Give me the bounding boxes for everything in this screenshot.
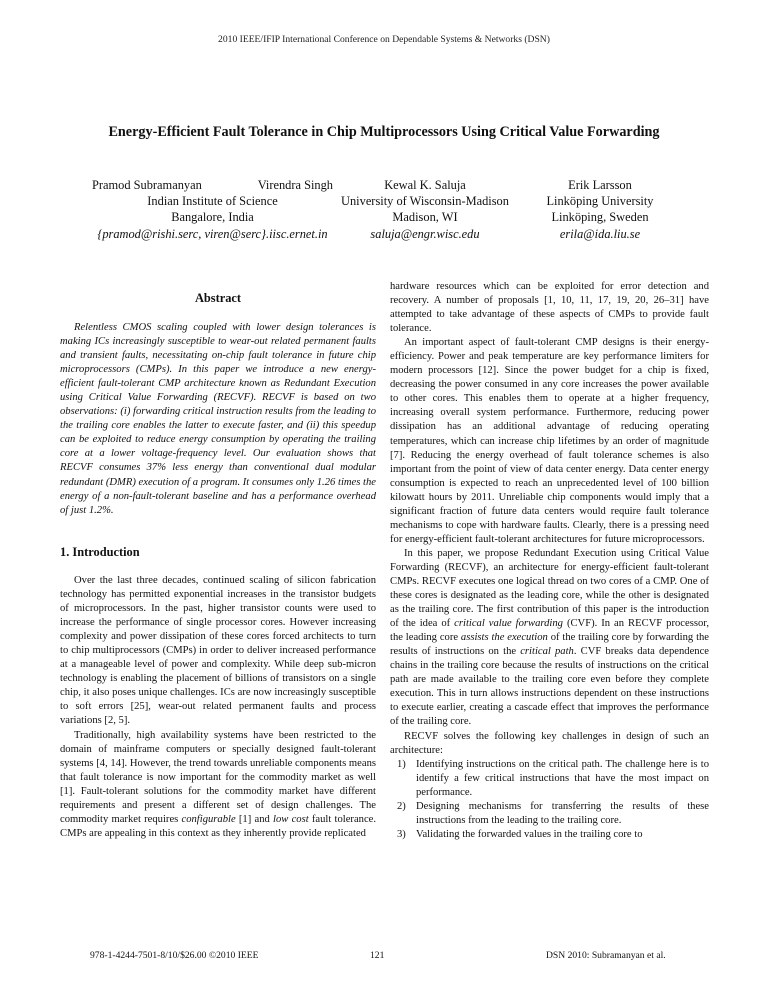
paragraph: Traditionally, high availability systems have been restricted to the domain of mainframe computers or specially designed fault-tolerant systems [4, 14]. However, the trend towards unreliable components means that fault tolerance is now important for the commodity market as well [1]. Fault-tolerant solutions for the commodity market have different requirements and present a different set of design challenges. The commodity market requires configurable [1] and low cost fault tolerance. CMPs are appealing in this context as they inherently provide replicated <box>60 729 377 839</box>
abstract-text: Relentless CMOS scaling coupled with lower design tolerances is making ICs increasingly susceptible to wear-out related permanent faults and transient faults, necessitating on-chip fault tolerance in future chip microprocessors (CMPs). In this paper we introduce a new energy-efficient fault-tolerant CMP architecture known as Redundant Execution using Critical Value Forwarding (RECVF). RECVF is based on two observations: (i) forwarding critical instruction results from the leading to the trailing core enables the latter to execute faster, and (ii) this speedup can be exploited to reduce energy consumption by operating the trailing core at a lower voltage-frequency level. Our evaluation shows that RECVF consumes 37% less energy than conventional dual modular redundant (DMR) execution of a program. It consumes only 1.26 times the energy of a non-fault-tolerant baseline and has a performance overhead of just 1.2%. <box>60 322 376 516</box>
author-name: Kewal K. Saluja <box>384 178 466 192</box>
footer-isbn: 978-1-4244-7501-8/10/$26.00 ©2010 IEEE <box>90 950 259 961</box>
author-affiliation: Linköping University <box>546 194 654 209</box>
page-number: 121 <box>370 950 385 961</box>
author-block-1 <box>70 177 355 242</box>
author-affiliation: University of Wisconsin-Madison <box>341 194 509 209</box>
author-block-2 <box>317 177 533 242</box>
author-email: {pramod@rishi.serc, viren@serc}.iisc.ernet.in <box>97 226 328 241</box>
author-affiliation: Indian Institute of Science <box>147 194 278 209</box>
author-email: erila@ida.liu.se <box>559 226 641 241</box>
challenge-list <box>390 758 709 842</box>
author-location: Bangalore, India <box>171 210 254 225</box>
list-item: 2) Designing mechanisms for transferring the results of these instructions from the leading to the trailing core. <box>397 800 709 826</box>
paragraph: In this paper, we propose Redundant Execution using Critical Value Forwarding (RECVF), an architecture for energy-efficient fault-tolerant CMPs. RECVF executes one logical thread on two cores of a CMP. One of these cores is designated as the leading core, while the other is designated as the trailing core. The first contribution of this paper is the introduction of the idea of critical value forwarding (CVF). In an RECVF processor, the leading core assists the execution of the trailing core by forwarding the results of instructions on the critical path. CVF breaks data dependence chains in the trailing core because the results of instructions on the critical path are made available to the trailing core even before they complete execution. This in turn allows instructions dependent on these instructions to execute earlier, creating a cascade effect that improves the performance of the trailing core. <box>390 547 710 728</box>
running-footer: DSN 2010: Subramanyan et al. <box>546 950 666 961</box>
right-column <box>390 280 709 842</box>
author-location: Linköping, Sweden <box>551 210 649 225</box>
introduction-body <box>60 574 376 841</box>
abstract-heading: Abstract <box>194 291 242 305</box>
abstract-body <box>60 321 376 518</box>
section-heading-introduction: 1. Introduction <box>60 545 140 559</box>
author-name: Erik Larsson <box>568 178 632 192</box>
paragraph: hardware resources which can be exploited for error detection and recovery. A number of proposals [1, 10, 11, 17, 19, 20, 26–31] have attempted to take advantage of these aspects of CMPs to provide fault tolerance. <box>390 281 709 335</box>
author-name: Pramod Subramanyan <box>92 178 202 192</box>
author-name: Virendra Singh <box>257 178 333 192</box>
conference-header: 2010 IEEE/IFIP International Conference on Dependable Systems & Networks (DSN) <box>218 34 550 45</box>
paper-title: Energy-Efficient Fault Tolerance in Chip Multiprocessors Using Critical Value Forwarding <box>108 124 660 140</box>
author-location: Madison, WI <box>392 210 458 225</box>
author-email: saluja@engr.wisc.edu <box>370 226 480 241</box>
paragraph: An important aspect of fault-tolerant CMP designs is their energy-efficiency. Power and peak temperature are key performance limiters for modern processors [12]. Since the power budget for a chip is fixed, decreasing the power consumed in any core increases the power available to other cores. This enables them to operate at a higher frequency, increasing overall system performance. Furthermore, reducing power dissipation has an additional advantage of reducing operating temperatures, which can increase chip lifetimes by an order of magnitude [7]. Reducing the energy overhead of fault tolerance schemes is also important from the point of view of data center energy. Data center energy consumption is expected to reach an unprecedented level of 100 billion kilowatt hours by 2011. Unreliable chip components would imply that a significant fraction of future data centers would require fault tolerance mechanisms to cope with hardware faults. Clearly, there is a pressing need for energy-efficient fault-tolerant architectures for future microprocessors. <box>390 337 709 545</box>
list-item: 3) Validating the forwarded values in the trailing core to <box>397 828 643 840</box>
paragraph: Over the last three decades, continued scaling of silicon fabrication technology has permitted exponential increases in the transistor budgets of microprocessors. In the past, higher transistor counts were used to increase the performance of single processor cores. However increasing complexity and power dissipation of these cores forced architects to turn to chip multiprocessors (CMPs) in order to deliver increased performance at a manageable level of power and complexity. While deep sub-micron technology is enabling the placement of billions of transistors on a single chip, it also poses unique challenges. ICs are now increasingly susceptible to soft errors [25], wear-out related permanent faults and process variations [2, 5]. <box>60 575 376 727</box>
author-block-3 <box>530 177 670 242</box>
paragraph: RECVF solves the following key challenges in design of such an architecture: <box>390 730 709 756</box>
list-item: 1) Identifying instructions on the critical path. The challenge here is to identify a few critical instructions that have the most impact on performance. <box>397 758 709 798</box>
